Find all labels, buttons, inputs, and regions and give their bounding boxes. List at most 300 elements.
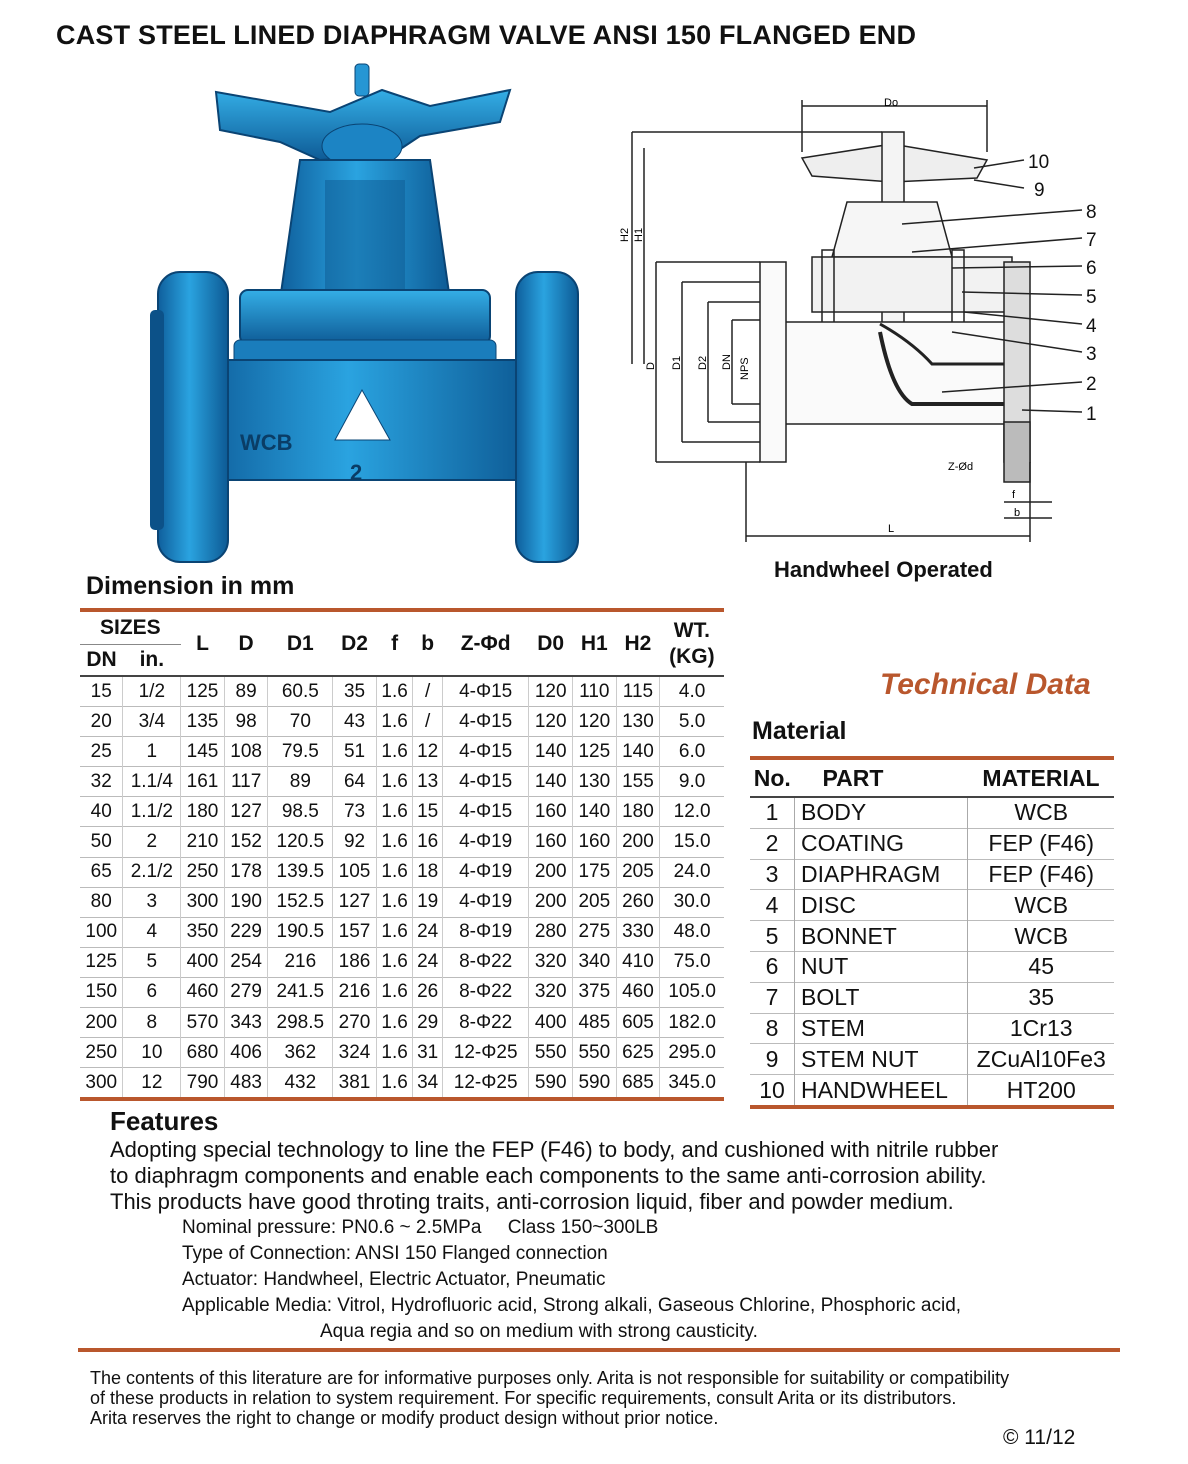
dimension-cell: 16 <box>413 827 443 857</box>
callout-8: 8 <box>1086 202 1097 223</box>
callout-10: 10 <box>1028 152 1050 173</box>
dimension-cell: 26 <box>413 977 443 1007</box>
dim-h2-label: H2 <box>619 227 631 242</box>
callout-6: 6 <box>1086 258 1097 279</box>
dimension-cell: 89 <box>268 767 333 797</box>
dimension-row <box>80 1068 724 1100</box>
dimension-cell: 130 <box>573 767 617 797</box>
col-header: H2 <box>616 610 660 676</box>
dimension-cell: 12 <box>123 1068 181 1100</box>
material-row-no: 2 <box>750 828 795 859</box>
material-row-no: 8 <box>750 1013 795 1044</box>
dimension-cell: 108 <box>224 737 268 767</box>
dimension-cell: 550 <box>529 1038 573 1068</box>
material-row-no: 4 <box>750 890 795 921</box>
callout-3: 3 <box>1086 344 1097 365</box>
dimension-cell: 29 <box>413 1008 443 1038</box>
col-header: Z-Φd <box>442 610 528 676</box>
dimension-cell: 1.6 <box>376 1068 413 1100</box>
dimension-cell: 34 <box>413 1068 443 1100</box>
dimension-row <box>80 977 724 1007</box>
material-row-no: 9 <box>750 1044 795 1075</box>
dimension-cell: 152.5 <box>268 887 333 917</box>
material-row <box>750 797 1114 828</box>
dimension-row <box>80 857 724 887</box>
disclaimer-line: The contents of this literature are for informative purposes only. Arita is not responsible for suitability or compatibility <box>90 1368 1010 1388</box>
dimension-cell: 50 <box>80 827 123 857</box>
page-title: CAST STEEL LINED DIAPHRAGM VALVE ANSI 150 FLANGED END <box>56 20 917 50</box>
dimension-cell: 120 <box>529 676 573 707</box>
dimension-cell: 410 <box>616 947 660 977</box>
callout-5: 5 <box>1086 287 1097 308</box>
dimension-cell: 18 <box>413 857 443 887</box>
dimension-cell: 1.1/4 <box>123 767 181 797</box>
spec-item-continuation: Aqua regia and so on medium with strong causticity. <box>320 1321 758 1342</box>
dimension-cell: 43 <box>333 707 377 737</box>
dimension-cell: 205 <box>616 857 660 887</box>
dimension-cell: 145 <box>181 737 225 767</box>
dimension-cell: 320 <box>529 977 573 1007</box>
dimension-cell: 241.5 <box>268 977 333 1007</box>
dimension-cell: 200 <box>529 887 573 917</box>
dimension-cell: 200 <box>616 827 660 857</box>
dimension-cell: 1.6 <box>376 857 413 887</box>
spec-item: Applicable Media: Vitrol, Hydrofluoric acid, Strong alkali, Gaseous Chlorine, Phosphoric acid, <box>182 1295 962 1316</box>
dimension-cell: 250 <box>181 857 225 887</box>
dimension-cell: 140 <box>529 737 573 767</box>
dimension-cell: 32 <box>80 767 123 797</box>
drawing-caption: Handwheel Operated <box>774 557 993 582</box>
dimension-row <box>80 947 724 977</box>
dimension-cell: 15.0 <box>660 827 724 857</box>
dimension-row <box>80 707 724 737</box>
col-header: b <box>413 610 443 676</box>
material-row-part: DISC <box>795 890 968 921</box>
dimension-cell: 485 <box>573 1008 617 1038</box>
material-row-material: ZCuAl10Fe3 <box>968 1044 1114 1075</box>
dimension-cell: 155 <box>616 767 660 797</box>
dimension-cell: 60.5 <box>268 676 333 707</box>
material-header: MATERIAL <box>968 758 1114 797</box>
dimension-cell: 210 <box>181 827 225 857</box>
dimension-cell: 1.6 <box>376 887 413 917</box>
dimension-cell: 180 <box>181 797 225 827</box>
material-table-body <box>750 797 1114 1107</box>
material-row-material: WCB <box>968 797 1114 828</box>
dim-do-label: Do <box>884 97 899 109</box>
dimension-cell: 13 <box>413 767 443 797</box>
material-row <box>750 951 1114 982</box>
material-row-material: WCB <box>968 890 1114 921</box>
dimension-cell: 79.5 <box>268 737 333 767</box>
dimension-cell: 157 <box>333 917 377 947</box>
dimension-cell: 12.0 <box>660 797 724 827</box>
dimension-cell: 205 <box>573 887 617 917</box>
material-row <box>750 982 1114 1013</box>
dimension-cell: 180 <box>616 797 660 827</box>
dimension-cell: 460 <box>616 977 660 1007</box>
dimension-cell: 135 <box>181 707 225 737</box>
material-heading: Material <box>752 717 847 745</box>
material-row-material: HT200 <box>968 1075 1114 1107</box>
dimension-cell: 120 <box>529 707 573 737</box>
spec-list <box>182 1215 961 1345</box>
dimension-cell: 330 <box>616 917 660 947</box>
disclaimer <box>90 1368 1120 1428</box>
features-line: Adopting special technology to line the FEP (F46) to body, and cushioned with nitrile rubber <box>110 1137 999 1162</box>
dimension-row <box>80 767 724 797</box>
dimension-cell: 35 <box>333 676 377 707</box>
material-row <box>750 1044 1114 1075</box>
dimension-row <box>80 917 724 947</box>
dimension-cell: 4-Φ15 <box>442 707 528 737</box>
dimension-cell: 375 <box>573 977 617 1007</box>
dimension-cell: 9.0 <box>660 767 724 797</box>
dimension-cell: 125 <box>573 737 617 767</box>
part-header: PART <box>795 758 968 797</box>
dimension-cell: 105 <box>333 857 377 887</box>
material-row-part: COATING <box>795 828 968 859</box>
dimension-row <box>80 1008 724 1038</box>
dim-b-label: b <box>1014 507 1021 519</box>
material-row-no: 7 <box>750 982 795 1013</box>
dimension-cell: 400 <box>529 1008 573 1038</box>
dimension-cell: 115 <box>616 676 660 707</box>
material-row-material: 45 <box>968 951 1114 982</box>
material-row <box>750 828 1114 859</box>
col-header: D2 <box>333 610 377 676</box>
material-row-no: 1 <box>750 797 795 828</box>
dimension-cell: 340 <box>573 947 617 977</box>
dimension-cell: 200 <box>80 1008 123 1038</box>
dimension-cell: 160 <box>529 827 573 857</box>
dimension-cell: 279 <box>224 977 268 1007</box>
dimension-cell: 550 <box>573 1038 617 1068</box>
dimension-cell: 460 <box>181 977 225 1007</box>
material-row <box>750 859 1114 890</box>
dimension-cell: 280 <box>529 917 573 947</box>
dimension-cell: 275 <box>573 917 617 947</box>
dimension-cell: 98.5 <box>268 797 333 827</box>
dimension-cell: 8-Φ19 <box>442 917 528 947</box>
features-text <box>110 1137 1120 1215</box>
dimension-cell: 8 <box>123 1008 181 1038</box>
material-row-part: NUT <box>795 951 968 982</box>
spec-item: Nominal pressure: PN0.6 ~ 2.5MPa Class 150~300LB <box>182 1217 659 1238</box>
dim-d-label: D <box>645 362 657 370</box>
dimension-table-body <box>80 676 724 1099</box>
dimension-cell: 1.6 <box>376 917 413 947</box>
material-row-part: BONNET <box>795 921 968 952</box>
dimension-cell: 24 <box>413 917 443 947</box>
dimension-cell: 75.0 <box>660 947 724 977</box>
dimension-cell: 40 <box>80 797 123 827</box>
dimension-cell: 8-Φ22 <box>442 977 528 1007</box>
dimension-cell: 89 <box>224 676 268 707</box>
dimension-row <box>80 797 724 827</box>
dimension-cell: 48.0 <box>660 917 724 947</box>
dimension-cell: 6 <box>123 977 181 1007</box>
material-row-no: 3 <box>750 859 795 890</box>
dimension-cell: 64 <box>333 767 377 797</box>
material-row-no: 6 <box>750 951 795 982</box>
dimension-cell: 152 <box>224 827 268 857</box>
sizes-header: SIZES <box>80 610 181 645</box>
dimension-cell: 70 <box>268 707 333 737</box>
dimension-cell: 1.6 <box>376 977 413 1007</box>
valve-photo <box>150 60 580 570</box>
col-header: D1 <box>268 610 333 676</box>
dimension-cell: 685 <box>616 1068 660 1100</box>
dimension-cell: 1.6 <box>376 947 413 977</box>
dimension-cell: 300 <box>181 887 225 917</box>
dim-h1-label: H1 <box>633 227 645 242</box>
dimension-cell: 8-Φ22 <box>442 1008 528 1038</box>
dim-nps-label: NPS <box>739 357 751 380</box>
dimension-cell: 65 <box>80 857 123 887</box>
dimension-cell: 4-Φ15 <box>442 767 528 797</box>
dimension-cell: 4-Φ15 <box>442 797 528 827</box>
dimension-cell: 590 <box>573 1068 617 1100</box>
dimension-cell: 1.6 <box>376 676 413 707</box>
dimension-cell: 125 <box>181 676 225 707</box>
dimension-cell: 4-Φ19 <box>442 857 528 887</box>
dimension-cell: 406 <box>224 1038 268 1068</box>
dimension-cell: 160 <box>529 797 573 827</box>
col-header: f <box>376 610 413 676</box>
material-row <box>750 921 1114 952</box>
dimension-cell: 790 <box>181 1068 225 1100</box>
dimension-cell: 120.5 <box>268 827 333 857</box>
dimension-cell: 127 <box>333 887 377 917</box>
dimension-cell: 4-Φ15 <box>442 737 528 767</box>
dimension-cell: 200 <box>529 857 573 887</box>
dimension-cell: 161 <box>181 767 225 797</box>
dimension-cell: 130 <box>616 707 660 737</box>
dimension-cell: 12 <box>413 737 443 767</box>
dimension-cell: 590 <box>529 1068 573 1100</box>
dim-zphid-label: Z-Ød <box>948 461 974 473</box>
dimension-cell: 139.5 <box>268 857 333 887</box>
dimension-cell: 300 <box>80 1068 123 1100</box>
callout-1: 1 <box>1086 404 1097 425</box>
material-row-no: 10 <box>750 1075 795 1107</box>
dimension-cell: 51 <box>333 737 377 767</box>
dimension-cell: 324 <box>333 1038 377 1068</box>
dimension-cell: 343 <box>224 1008 268 1038</box>
copyright: © 11/12 <box>1003 1426 1076 1449</box>
dimension-cell: 92 <box>333 827 377 857</box>
dimension-cell: / <box>413 707 443 737</box>
dimension-cell: 120 <box>573 707 617 737</box>
material-row-part: BOLT <box>795 982 968 1013</box>
dimension-cell: 1.6 <box>376 767 413 797</box>
dimension-row <box>80 887 724 917</box>
dimension-cell: 117 <box>224 767 268 797</box>
body-mark-size: 2 <box>350 460 363 485</box>
disclaimer-line: of these products in relation to system requirement. For specific requirements, consult Arita or its distributors. <box>90 1388 957 1408</box>
dimension-cell: 2 <box>123 827 181 857</box>
dimension-heading: Dimension in mm <box>86 572 295 600</box>
col-header: D <box>224 610 268 676</box>
dimension-cell: 4-Φ19 <box>442 827 528 857</box>
dimension-cell: 270 <box>333 1008 377 1038</box>
dimension-cell: 381 <box>333 1068 377 1100</box>
dimension-cell: 483 <box>224 1068 268 1100</box>
col-header: D0 <box>529 610 573 676</box>
dimension-cell: 160 <box>573 827 617 857</box>
dimension-cell: 182.0 <box>660 1008 724 1038</box>
dimension-cell: 2.1/2 <box>123 857 181 887</box>
no-header: No. <box>750 758 795 797</box>
dimension-cell: 254 <box>224 947 268 977</box>
dimension-cell: 1.6 <box>376 1008 413 1038</box>
dimension-cell: 605 <box>616 1008 660 1038</box>
dimension-cell: 186 <box>333 947 377 977</box>
footer-divider <box>78 1348 1120 1352</box>
features-line: This products have good throting traits, anti-corrosion liquid, fiber and powder medium. <box>110 1189 954 1214</box>
material-row-part: BODY <box>795 797 968 828</box>
dimension-cell: 24.0 <box>660 857 724 887</box>
dimension-cell: 4.0 <box>660 676 724 707</box>
dimension-cell: 20 <box>80 707 123 737</box>
dimension-cell: 432 <box>268 1068 333 1100</box>
dimension-cell: 260 <box>616 887 660 917</box>
material-row-material: 1Cr13 <box>968 1013 1114 1044</box>
features-line: to diaphragm components and enable each components to the same anti-corrosion ability. <box>110 1163 987 1188</box>
material-row-part: DIAPHRAGM <box>795 859 968 890</box>
spec-item: Type of Connection: ANSI 150 Flanged connection <box>182 1243 608 1264</box>
dimension-cell: 570 <box>181 1008 225 1038</box>
valve-technical-drawing <box>612 92 1112 552</box>
dimension-cell: 680 <box>181 1038 225 1068</box>
dimension-cell: 3 <box>123 887 181 917</box>
wt-header <box>660 610 724 676</box>
material-row-material: 35 <box>968 982 1114 1013</box>
dimension-cell: 350 <box>181 917 225 947</box>
dimension-cell: 24 <box>413 947 443 977</box>
dim-dn-label: DN <box>721 354 733 370</box>
dimension-cell: 345.0 <box>660 1068 724 1100</box>
callout-9: 9 <box>1034 180 1045 201</box>
dimension-cell: 15 <box>80 676 123 707</box>
technical-data-heading: Technical Data <box>880 668 1091 701</box>
dimension-cell: 400 <box>181 947 225 977</box>
callout-2: 2 <box>1086 374 1097 395</box>
dimension-cell: 110 <box>573 676 617 707</box>
dimension-row <box>80 1038 724 1068</box>
dimension-cell: 19 <box>413 887 443 917</box>
col-header: L <box>181 610 225 676</box>
material-row <box>750 1013 1114 1044</box>
material-row-part: STEM NUT <box>795 1044 968 1075</box>
dimension-cell: 12-Φ25 <box>442 1038 528 1068</box>
dimension-cell: 80 <box>80 887 123 917</box>
dimension-cell: 15 <box>413 797 443 827</box>
dimension-cell: 30.0 <box>660 887 724 917</box>
dimension-cell: 5 <box>123 947 181 977</box>
dimension-cell: 229 <box>224 917 268 947</box>
material-table <box>750 756 1114 1109</box>
dimension-cell: 31 <box>413 1038 443 1068</box>
dimension-cell: 295.0 <box>660 1038 724 1068</box>
dim-d1-label: D1 <box>671 355 683 370</box>
material-row-no: 5 <box>750 921 795 952</box>
dimension-row <box>80 827 724 857</box>
dimension-cell: 4-Φ15 <box>442 676 528 707</box>
material-row-material: WCB <box>968 921 1114 952</box>
dimension-cell: 73 <box>333 797 377 827</box>
dimension-cell: 5.0 <box>660 707 724 737</box>
material-row <box>750 1075 1114 1107</box>
dimension-cell: 12-Φ25 <box>442 1068 528 1100</box>
dimension-cell: 178 <box>224 857 268 887</box>
dimension-cell: 1.6 <box>376 1038 413 1068</box>
dimension-cell: 4-Φ19 <box>442 887 528 917</box>
dim-l-label: L <box>888 523 895 535</box>
dimension-cell: 98 <box>224 707 268 737</box>
dimension-cell: 10 <box>123 1038 181 1068</box>
dimension-cell: 1.6 <box>376 797 413 827</box>
col-header: H1 <box>573 610 617 676</box>
dimension-cell: 4 <box>123 917 181 947</box>
body-mark-wcb: WCB <box>240 430 293 455</box>
dimension-cell: 140 <box>529 767 573 797</box>
dimension-cell: 298.5 <box>268 1008 333 1038</box>
dimension-row <box>80 737 724 767</box>
dimension-cell: 1.1/2 <box>123 797 181 827</box>
dimension-cell: 1/2 <box>123 676 181 707</box>
dimension-cell: 3/4 <box>123 707 181 737</box>
dimension-cell: 1.6 <box>376 707 413 737</box>
features-heading: Features <box>110 1106 219 1136</box>
dimension-cell: 25 <box>80 737 123 767</box>
dimension-cell: 1.6 <box>376 827 413 857</box>
dimension-cell: 140 <box>573 797 617 827</box>
dimension-cell: 190.5 <box>268 917 333 947</box>
dimension-cell: 1 <box>123 737 181 767</box>
material-row <box>750 890 1114 921</box>
dimension-cell: 190 <box>224 887 268 917</box>
material-row-material: FEP (F46) <box>968 828 1114 859</box>
dimension-cell: 320 <box>529 947 573 977</box>
wt-label: WT. <box>673 618 710 642</box>
dimension-cell: 250 <box>80 1038 123 1068</box>
dimension-cell: 100 <box>80 917 123 947</box>
material-row-part: STEM <box>795 1013 968 1044</box>
dimension-cell: 127 <box>224 797 268 827</box>
material-row-material: FEP (F46) <box>968 859 1114 890</box>
spec-item: Actuator: Handwheel, Electric Actuator, Pneumatic <box>182 1269 606 1290</box>
dimension-table <box>80 608 724 1101</box>
dimension-cell: 140 <box>616 737 660 767</box>
dimension-cell: 150 <box>80 977 123 1007</box>
dim-f-label: f <box>1012 489 1016 501</box>
callout-4: 4 <box>1086 316 1097 337</box>
dimension-cell: 105.0 <box>660 977 724 1007</box>
dimension-cell: 175 <box>573 857 617 887</box>
dimension-cell: 1.6 <box>376 737 413 767</box>
in-header: in. <box>123 645 181 677</box>
dim-d2-label: D2 <box>697 355 709 370</box>
dimension-cell: 216 <box>333 977 377 1007</box>
dimension-cell: 8-Φ22 <box>442 947 528 977</box>
callout-7: 7 <box>1086 230 1097 251</box>
wt-unit: (KG) <box>669 644 715 668</box>
dn-header: DN <box>80 645 123 677</box>
dimension-row <box>80 676 724 707</box>
dimension-cell: / <box>413 676 443 707</box>
